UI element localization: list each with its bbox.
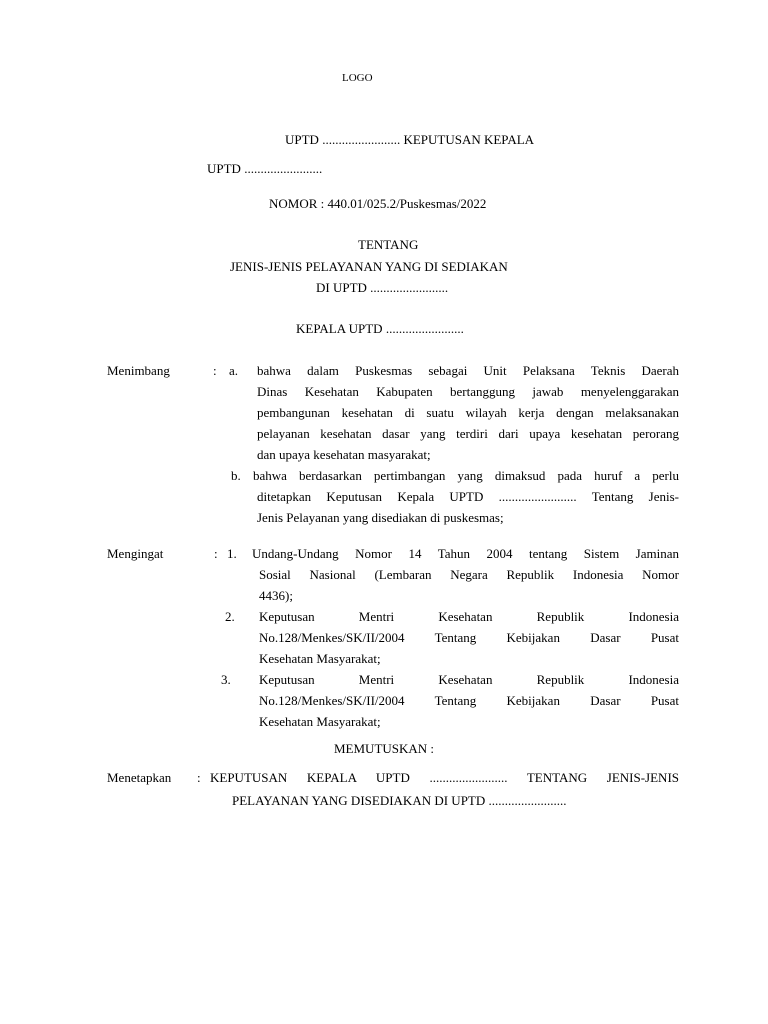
mengingat-3-line: Kesehatan Masyarakat; (259, 714, 381, 729)
item-marker: b. (231, 468, 241, 483)
mengingat-label: Mengingat (107, 546, 164, 561)
item-marker: a. (229, 363, 239, 378)
menetapkan-label: Menetapkan (107, 770, 172, 785)
menimbang-b-line: ditetapkan Keputusan Kepala UPTD ........................ Tentang Jenis- (257, 489, 679, 504)
mengingat-1-line: 4436); (259, 588, 293, 603)
mengingat-2-line: Keputusan Mentri Kesehatan Republik Indonesia (259, 609, 679, 624)
menetapkan-line: KEPUTUSAN KEPALA UPTD ........................ TENTANG JENIS-JENIS (210, 770, 679, 785)
menimbang-label: Menimbang (107, 363, 170, 378)
menimbang-a-line: bahwa dalam Puskesmas sebagai Unit Pelaksana Teknis Daerah (257, 363, 679, 378)
item-marker: 1. (227, 546, 237, 561)
item-marker: 3. (221, 672, 231, 687)
menimbang-a-line: pelayanan kesehatan dasar yang terdiri dari upaya kesehatan perorang (257, 426, 679, 441)
menimbang-a-line: dan upaya kesehatan masyarakat; (257, 447, 431, 462)
title-line-1: UPTD ........................ KEPUTUSAN KEPALA (285, 132, 535, 147)
subject-line-1: JENIS-JENIS PELAYANAN YANG DI SEDIAKAN (230, 259, 508, 274)
menetapkan-colon: : (197, 770, 201, 785)
mengingat-3-line: No.128/Menkes/SK/II/2004 Tentang Kebijakan Dasar Pusat (259, 693, 679, 708)
subject-line-2: DI UPTD ........................ (316, 280, 449, 295)
menetapkan-line: PELAYANAN YANG DISEDIAKAN DI UPTD ........................ (232, 793, 567, 808)
tentang-heading: TENTANG (358, 237, 419, 252)
item-marker: 2. (225, 609, 235, 624)
menimbang-a-line: pembangunan kesehatan di suatu wilayah kerja dengan melaksanakan (257, 405, 679, 420)
mengingat-colon: : (214, 546, 218, 561)
memutuskan-heading: MEMUTUSKAN : (334, 741, 435, 756)
mengingat-1-line: Undang-Undang Nomor 14 Tahun 2004 tentang Sistem Jaminan (252, 546, 679, 561)
decree-number: NOMOR : 440.01/025.2/Puskesmas/2022 (269, 196, 487, 211)
mengingat-2-line: No.128/Menkes/SK/II/2004 Tentang Kebijakan Dasar Pusat (259, 630, 679, 645)
logo-placeholder: LOGO (342, 72, 373, 84)
menimbang-b-line: Jenis Pelayanan yang disediakan di puskesmas; (257, 510, 504, 525)
title-line-2: UPTD ........................ (207, 161, 323, 176)
mengingat-1-line: Sosial Nasional (Lembaran Negara Republik Indonesia Nomor (259, 567, 679, 582)
menimbang-b-line: bahwa berdasarkan pertimbangan yang dimaksud pada huruf a perlu (253, 468, 679, 483)
menimbang-colon: : (213, 363, 217, 378)
menimbang-a-line: Dinas Kesehatan Kabupaten bertanggung jawab menyelenggarakan (257, 384, 679, 399)
mengingat-2-line: Kesehatan Masyarakat; (259, 651, 381, 666)
mengingat-3-line: Keputusan Mentri Kesehatan Republik Indonesia (259, 672, 679, 687)
kepala-heading: KEPALA UPTD ........................ (296, 321, 464, 336)
